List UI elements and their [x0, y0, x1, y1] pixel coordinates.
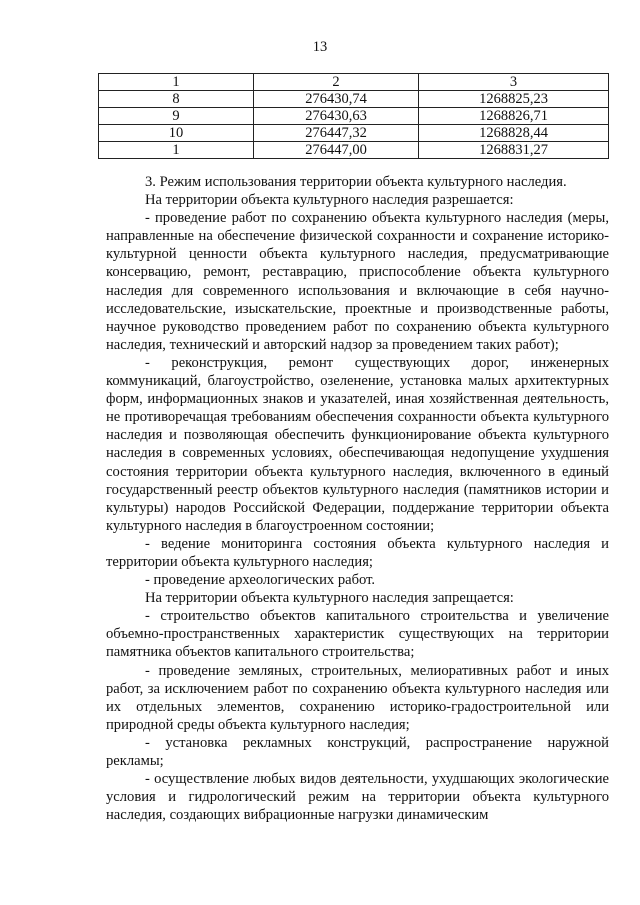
table-header-cell: 1: [99, 74, 254, 91]
paragraph: На территории объекта культурного наследия разрешается:: [145, 192, 514, 209]
table-cell: 10: [99, 125, 254, 142]
table-cell: 8: [99, 91, 254, 108]
table-cell: 1268828,44: [419, 125, 609, 142]
table-row: [99, 91, 609, 108]
table-header-cell: 3: [419, 74, 609, 91]
list-item: - проведение земляных, строительных, мелиоративных работ и иных работ, за исключением работ по сохранению объекта культурного наследия или их отдельных элементов, сохранению историко-градостроительной или природной среды объекта культурного наследия;: [106, 662, 609, 733]
table-cell: 276447,32: [254, 125, 419, 142]
table-row: [99, 125, 609, 142]
table-header-cell: 2: [254, 74, 419, 91]
page-number: 13: [312, 39, 328, 55]
list-item: - проведение работ по сохранению объекта культурного наследия (меры, направленные на обеспечение физической сохранности и сохранение историко-культурной ценности объекта культурного наследия, предусматривающие консервацию, ремонт, реставрацию, приспособление объекта культурного наследия для современного использования и включающие в себя научно-исследовательские, изыскательские, проектные и производственные работы, научное руководство проведением работ по сохранению объекта культурного наследия, технический и авторский надзор за проведением таких работ);: [106, 210, 609, 353]
list-item: - строительство объектов капитального строительства и увеличение объемно-пространственных характеристик существующих на территории памятника объектов капитального строительства;: [106, 608, 609, 661]
paragraph: На территории объекта культурного наследия запрещается:: [145, 590, 514, 607]
section-heading: 3. Режим использования территории объекта культурного наследия.: [145, 174, 567, 190]
table-cell: 9: [99, 108, 254, 125]
table-cell: 1268825,23: [419, 91, 609, 108]
list-item: - осуществление любых видов деятельности, ухудшающих экологические условия и гидрологический режим на территории объекта культурного наследия, создающих вибрационные нагрузки динамическим: [106, 771, 609, 824]
table-header-row: [99, 74, 609, 91]
list-item: - проведение археологических работ.: [145, 572, 376, 589]
body-text: [106, 173, 609, 824]
table-cell: 1: [99, 142, 254, 159]
table-row: [99, 142, 609, 159]
list-item: - ведение мониторинга состояния объекта культурного наследия и территории объекта культурного наследия;: [106, 535, 609, 570]
table-cell: 276430,63: [254, 108, 419, 125]
list-item: - реконструкция, ремонт существующих дорог, инженерных коммуникаций, благоустройство, озеленение, установка малых архитектурных форм, информационных знаков и указателей, иная хозяйственная деятельность, не противоречащая требованиям обеспечения сохранности объекта культурного наследия и позволяющая обеспечить функционирование объекта культурного наследия в современных условиях, обеспечивающая недопущение ухудшения состояния территории объекта культурного наследия, включенного в единый государственный реестр объектов культурного наследия (памятников истории и культуры) народов Российской Федерации, поддержание территории объекта культурного наследия в благоустроенном состоянии;: [106, 354, 609, 534]
table-cell: 276430,74: [254, 91, 419, 108]
list-item: - установка рекламных конструкций, распространение наружной рекламы;: [106, 734, 609, 769]
coordinates-table: [98, 73, 609, 159]
table-cell: 1268831,27: [419, 142, 609, 159]
table-cell: 1268826,71: [419, 108, 609, 125]
table-row: [99, 108, 609, 125]
table-cell: 276447,00: [254, 142, 419, 159]
